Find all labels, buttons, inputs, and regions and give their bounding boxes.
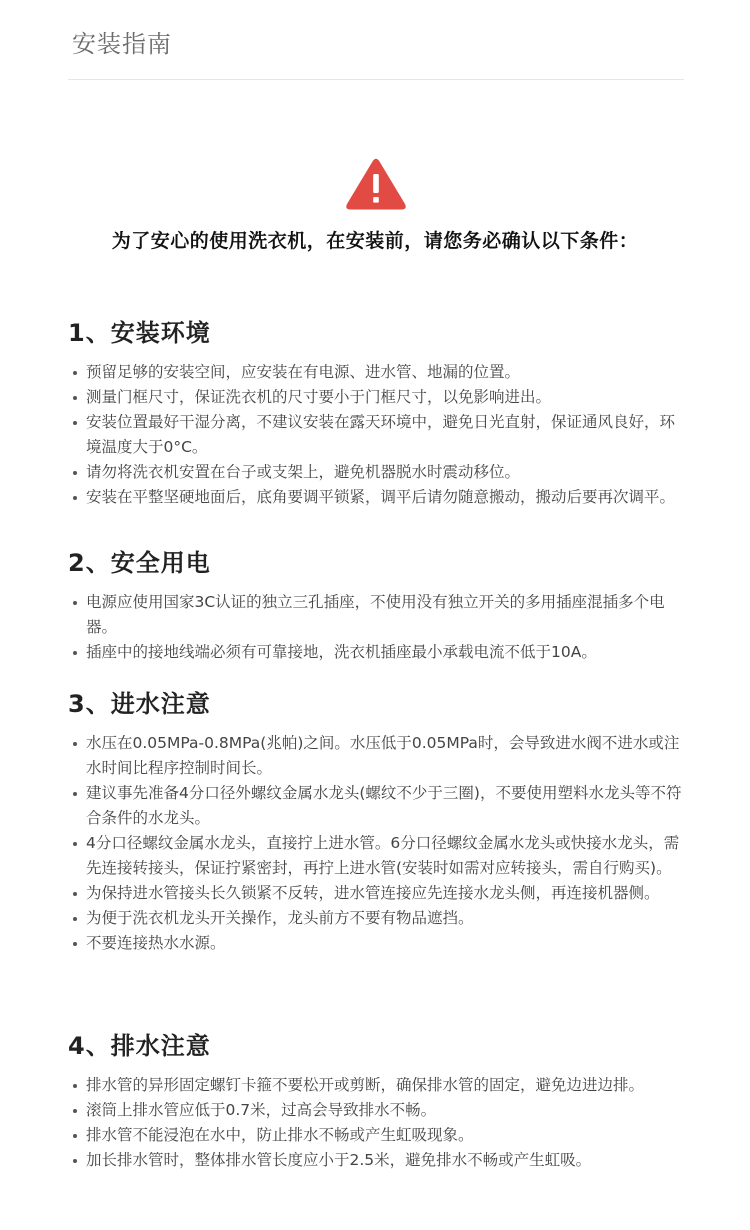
warning-triangle-icon (345, 157, 407, 211)
list-item: 插座中的接地线端必须有可靠接地，洗衣机插座最小承载电流不低于10A。 (68, 640, 688, 665)
page-title: 安装指南 (72, 30, 172, 58)
list-item: 为保持进水管接头长久锁紧不反转，进水管连接应先连接水龙头侧，再连接机器侧。 (68, 881, 688, 906)
section-installation-environment (68, 317, 688, 510)
list-item: 不要连接热水水源。 (68, 931, 688, 956)
page-header (0, 0, 750, 81)
item-list (68, 590, 688, 665)
list-item: 安装在平整坚硬地面后，底角要调平锁紧，调平后请勿随意搬动，搬动后要再次调平。 (68, 485, 688, 510)
section-water-inlet (68, 688, 688, 956)
list-item: 加长排水管时，整体排水管长度应小于2.5米，避免排水不畅或产生虹吸。 (68, 1148, 688, 1173)
item-list (68, 360, 688, 510)
section-title: 4、排水注意 (68, 1032, 211, 1060)
list-item: 滚筒上排水管应低于0.7米，过高会导致排水不畅。 (68, 1098, 688, 1123)
list-item: 测量门框尺寸，保证洗衣机的尺寸要小于门框尺寸，以免影响进出。 (68, 385, 688, 410)
section-title: 1、安装环境 (68, 319, 211, 347)
section-title: 3、进水注意 (68, 690, 211, 718)
list-item: 水压在0.05MPa-0.8MPa(兆帕)之间。水压低于0.05MPa时，会导致进水阀不进水或注水时间比程序控制时间长。 (68, 731, 688, 781)
list-item: 建议事先准备4分口径外螺纹金属水龙头(螺纹不少于三圈)，不要使用塑料水龙头等不符合条件的水龙头。 (68, 781, 688, 831)
section-drainage (68, 1030, 688, 1173)
list-item: 为便于洗衣机龙头开关操作，龙头前方不要有物品遮挡。 (68, 906, 688, 931)
list-item: 电源应使用国家3C认证的独立三孔插座，不使用没有独立开关的多用插座混插多个电器。 (68, 590, 688, 640)
header-divider (68, 79, 684, 80)
warning-intro: 为了安心的使用洗衣机，在安装前，请您务必确认以下条件： (111, 230, 639, 252)
section-electrical-safety (68, 547, 688, 665)
list-item: 排水管的异形固定螺钉卡箍不要松开或剪断，确保排水管的固定，避免边进边排。 (68, 1073, 688, 1098)
list-item: 4分口径螺纹金属水龙头，直接拧上进水管。6分口径螺纹金属水龙头或快接水龙头，需先连接转接头，保证拧紧密封，再拧上进水管(安装时如需对应转接头，需自行购买)。 (68, 831, 688, 881)
item-list (68, 731, 688, 956)
list-item: 预留足够的安装空间，应安装在有电源、进水管、地漏的位置。 (68, 360, 688, 385)
section-title: 2、安全用电 (68, 549, 211, 577)
list-item: 安装位置最好干湿分离，不建议安装在露天环境中，避免日光直射，保证通风良好，环境温度大于0°C。 (68, 410, 688, 460)
list-item: 请勿将洗衣机安置在台子或支架上，避免机器脱水时震动移位。 (68, 460, 688, 485)
item-list (68, 1073, 688, 1173)
list-item: 排水管不能浸泡在水中，防止排水不畅或产生虹吸现象。 (68, 1123, 688, 1148)
